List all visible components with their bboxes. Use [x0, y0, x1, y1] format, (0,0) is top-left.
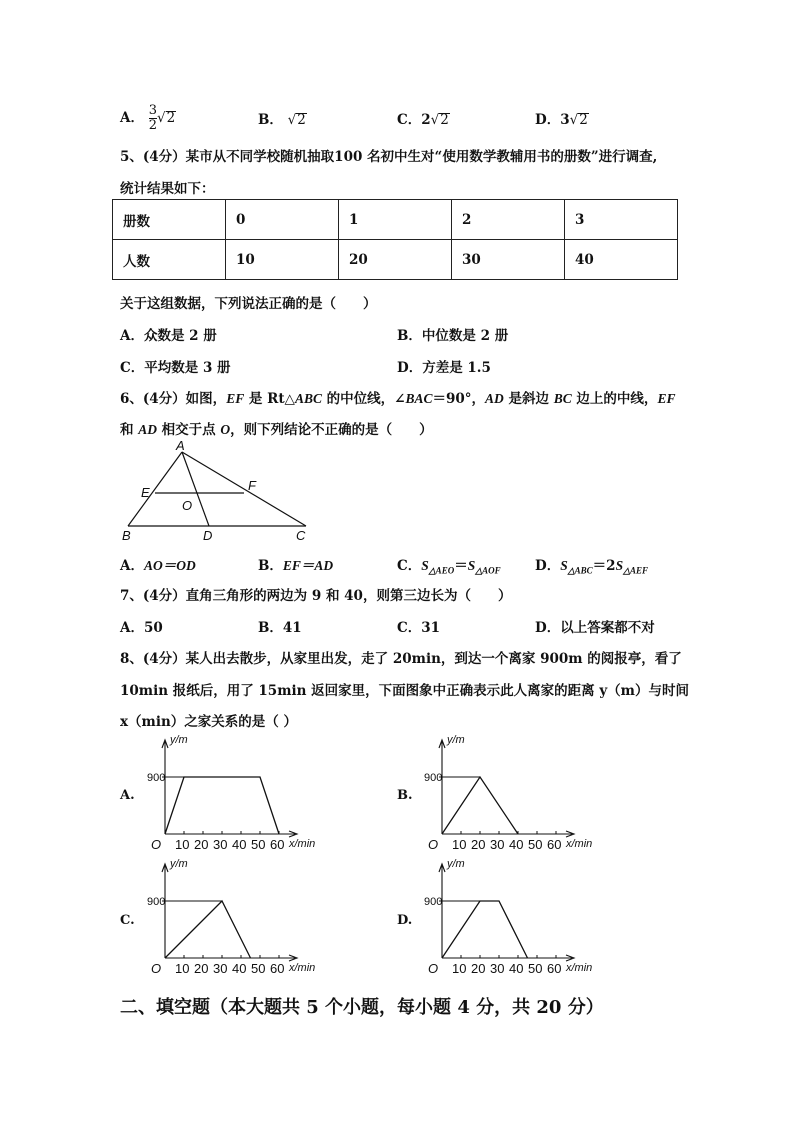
q5-option-b: B．中位数是 2 册 [397, 328, 509, 344]
table-cell: 2 [452, 200, 565, 240]
graph-c-letter: C. [120, 913, 135, 928]
vertex-label-c: C [296, 528, 306, 543]
x-tick-label: 40 [509, 961, 524, 976]
series-line [165, 901, 251, 958]
y-axis-label: y/m [170, 734, 188, 746]
series-line [165, 777, 279, 834]
x-axis-label: x/min [289, 838, 316, 850]
x-tick-label: 30 [490, 961, 505, 976]
q7-option-d: D．以上答案都不对 [535, 620, 655, 636]
q5-data-table [112, 199, 678, 280]
q6-option-d: D．$S_{\triangle ABC}=2S_{\triangle AEF}$ [535, 558, 649, 576]
series-line [442, 901, 528, 958]
table-cell: 人数 [113, 240, 226, 280]
q6-option-a: A．AO＝OD [120, 558, 196, 574]
origin-label: O [428, 961, 439, 976]
q5-option-c: C．平均数是 3 册 [120, 360, 231, 376]
x-axis-label: x/min [566, 838, 593, 850]
point-label-o: O [182, 498, 193, 513]
table-cell: 20 [339, 240, 452, 280]
point-label-e: E [141, 485, 150, 500]
vertex-label-a: A [176, 440, 185, 453]
y-axis-label: y/m [447, 734, 465, 746]
table-cell: 40 [565, 240, 678, 280]
x-tick-label: 60 [270, 961, 285, 976]
x-tick-label: 10 [175, 837, 190, 852]
section-2-title: 二、填空题（本大题共 5 个小题，每小题 4 分，共 20 分） [120, 997, 604, 1018]
origin-label: O [151, 837, 162, 852]
vertex-label-b: B [122, 528, 131, 543]
q7-option-b: B．41 [258, 620, 302, 636]
x-tick-label: 50 [528, 837, 543, 852]
table-cell: 1 [339, 200, 452, 240]
x-tick-label: 50 [251, 961, 266, 976]
x-tick-label: 10 [452, 837, 467, 852]
y-axis-label: y/m [447, 858, 465, 870]
y-axis-label: y/m [170, 858, 188, 870]
point-label-f: F [248, 478, 256, 493]
origin-label: O [428, 837, 439, 852]
y-tick-label: 900 [147, 896, 166, 908]
q6-stem-line1: 6、(4分）如图，EF 是 Rt△ABC 的中位线，∠BAC＝90°，AD 是斜边 BC 边上的中线，EF [120, 391, 676, 407]
x-tick-label: 30 [213, 961, 228, 976]
table-row [113, 240, 678, 280]
x-tick-label: 30 [213, 837, 228, 852]
q5-option-d: D．方差是 1.5 [397, 360, 491, 376]
x-tick-label: 20 [471, 837, 486, 852]
fraction: $\frac{3}{2}$ [148, 103, 157, 133]
table-cell: 3 [565, 200, 678, 240]
q6-option-c: C．$S_{\triangle AEO}=S_{\triangle AOF}$ [397, 558, 501, 576]
q5-question: 关于这组数据，下列说法正确的是（ ） [120, 296, 377, 312]
side-ab [128, 452, 182, 526]
q8-stem-line2: 10min 报纸后，用了 15min 返回家里，下面图象中正确表示此人离家的距离 y（m）与时间 [120, 683, 689, 699]
q7-question: 7、(4分）直角三角形的两边为 9 和 40，则第三边长为（ ） [120, 588, 512, 604]
graph-a-letter: A. [120, 788, 135, 803]
side-ac [182, 452, 306, 526]
table-cell: 10 [226, 240, 339, 280]
x-tick-label: 20 [471, 961, 486, 976]
table-cell: 册数 [113, 200, 226, 240]
table-row [113, 200, 678, 240]
q4-option-a: A． $\frac{3}{2}$ √2 [120, 103, 176, 133]
q8-stem-line1: 8、(4分）某人出去散步，从家里出发，走了 20min，到达一个离家 900m 的阅报亭，看了 [120, 651, 682, 667]
q6-stem-line2: 和 AD 相交于点 O，则下列结论不正确的是（ ） [120, 422, 433, 438]
q4-option-d: D．3√2 [535, 112, 588, 128]
x-tick-label: 50 [528, 961, 543, 976]
graph-b-letter: B. [397, 788, 413, 803]
y-tick-label: 900 [424, 896, 443, 908]
graph-b [422, 728, 642, 858]
x-axis-label: x/min [289, 962, 316, 974]
x-tick-label: 10 [452, 961, 467, 976]
point-label-d: D [203, 528, 213, 543]
y-tick-label: 900 [424, 772, 443, 784]
x-tick-label: 20 [194, 837, 209, 852]
x-tick-label: 10 [175, 961, 190, 976]
q7-option-c: C．31 [397, 620, 441, 636]
q6-option-b: B．EF＝AD [258, 558, 334, 574]
graph-d [422, 852, 642, 982]
y-tick-label: 900 [147, 772, 166, 784]
table-cell: 0 [226, 200, 339, 240]
q7-option-a: A．50 [120, 620, 163, 636]
segment-ad [182, 452, 209, 526]
table-cell: 30 [452, 240, 565, 280]
graph-c [145, 852, 365, 982]
triangle-figure [110, 440, 330, 545]
series-line [442, 777, 518, 834]
x-tick-label: 60 [270, 837, 285, 852]
x-tick-label: 60 [547, 837, 562, 852]
q5-stem-line2: 统计结果如下： [120, 181, 215, 197]
graph-d-letter: D. [397, 913, 413, 928]
q4-option-b: B． √2 [258, 112, 306, 128]
x-tick-label: 60 [547, 961, 562, 976]
graph-a [145, 728, 365, 858]
x-tick-label: 20 [194, 961, 209, 976]
q5-option-a: A．众数是 2 册 [120, 328, 217, 344]
x-tick-label: 50 [251, 837, 266, 852]
x-axis-label: x/min [566, 962, 593, 974]
q5-stem-line1: 5、(4分）某市从不同学校随机抽取100 名初中生对“使用数学教辅用书的册数”进行调查, [120, 149, 658, 165]
x-tick-label: 40 [232, 961, 247, 976]
x-tick-label: 40 [232, 837, 247, 852]
q4-option-c: C．2√2 [397, 112, 449, 128]
x-tick-label: 30 [490, 837, 505, 852]
x-tick-label: 40 [509, 837, 524, 852]
origin-label: O [151, 961, 162, 976]
q8-stem-line3: x（min）之家关系的是（ ） [120, 714, 297, 730]
